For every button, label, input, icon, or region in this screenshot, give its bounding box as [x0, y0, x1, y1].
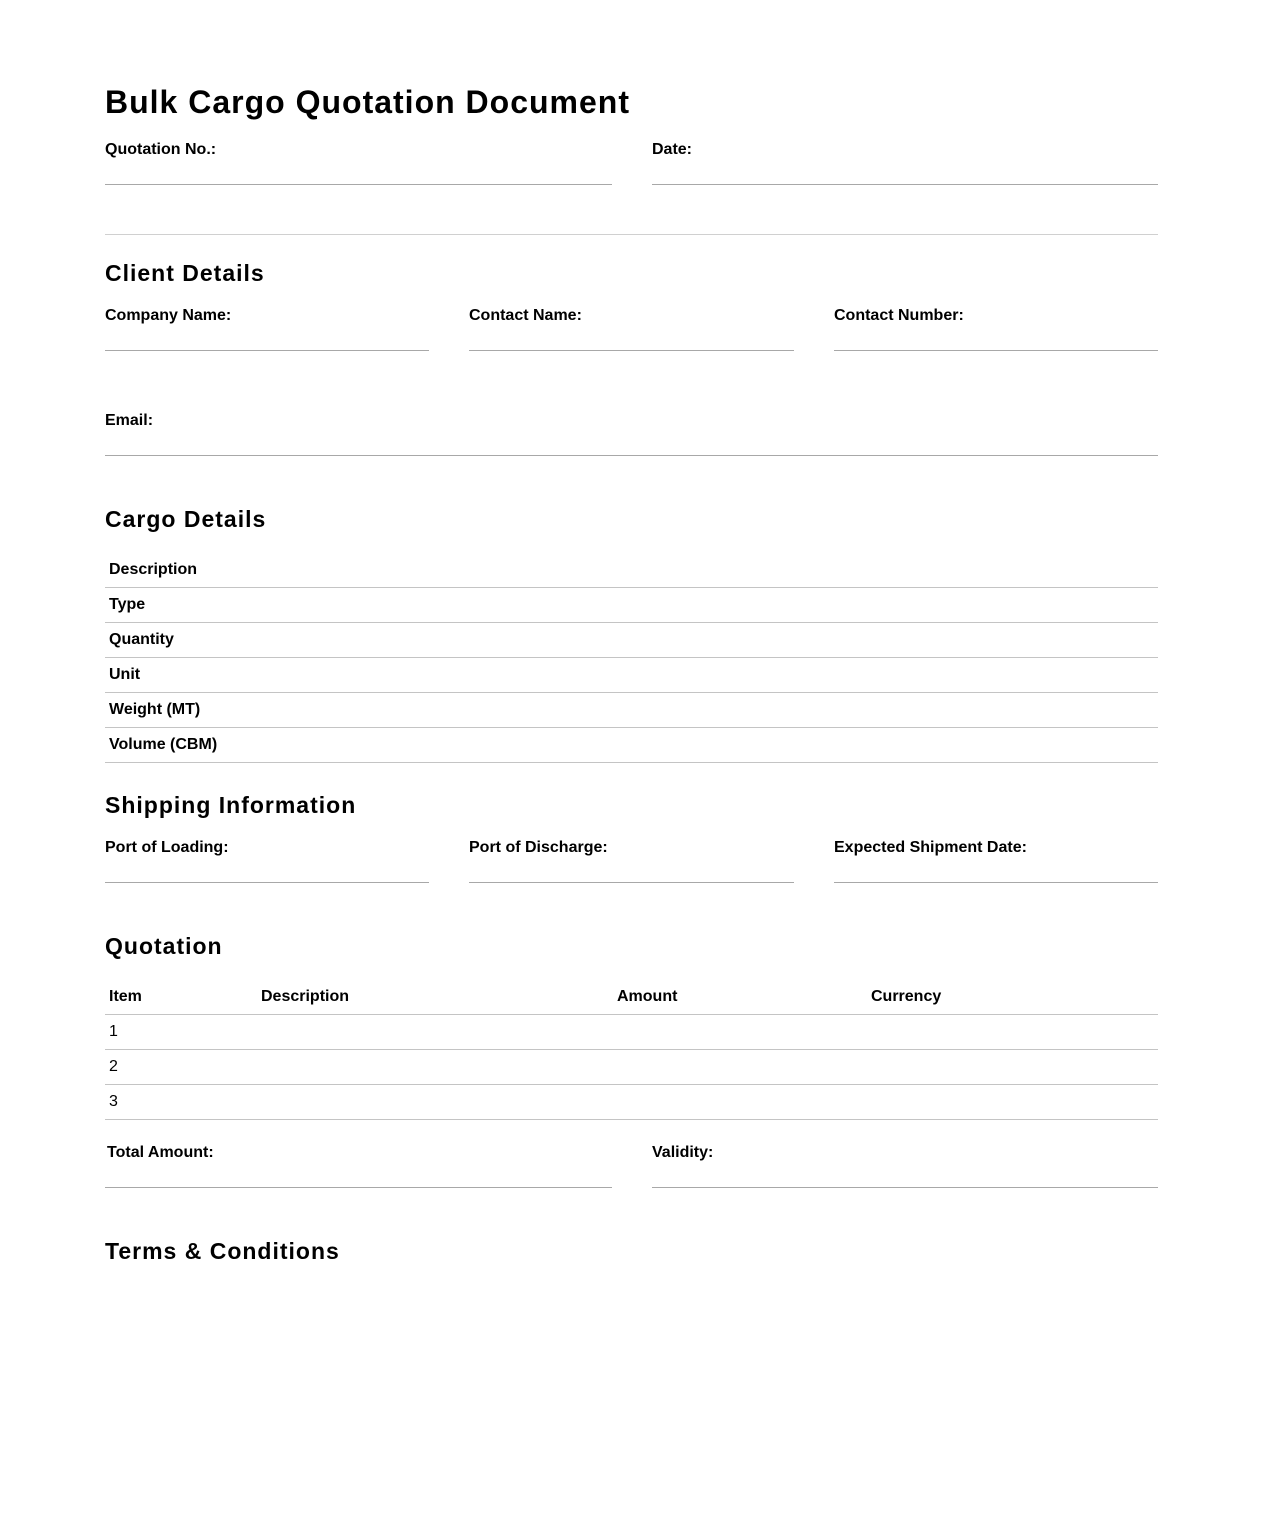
- column-header-amount: Amount: [613, 980, 867, 1015]
- column-header-item: Item: [105, 980, 257, 1015]
- email-field: [105, 412, 1158, 458]
- item-number: 2: [105, 1050, 257, 1085]
- table-row: [105, 553, 1158, 588]
- quotation-no-field: [105, 141, 612, 187]
- expected-shipment-date-label: Expected Shipment Date:: [834, 839, 1027, 856]
- column-header-description: Description: [257, 980, 613, 1015]
- cargo-details-heading: Cargo Details: [105, 506, 267, 532]
- cargo-type-value[interactable]: [1090, 588, 1158, 623]
- port-of-discharge-label: Port of Discharge:: [469, 839, 608, 856]
- port-of-discharge-field: [469, 839, 794, 885]
- expected-shipment-date-field: [834, 839, 1158, 885]
- contact-name-input[interactable]: [469, 327, 794, 349]
- validity-field: [652, 1144, 1158, 1190]
- table-header-row: [105, 980, 1158, 1015]
- cargo-quantity-label: Quantity: [105, 623, 1090, 658]
- contact-name-underline: [469, 350, 794, 351]
- document-title: Bulk Cargo Quotation Document: [105, 84, 630, 120]
- port-of-loading-underline: [105, 882, 429, 883]
- section-divider: [105, 234, 1158, 235]
- table-row: [105, 1085, 1158, 1120]
- total-amount-input[interactable]: [105, 1164, 612, 1186]
- quotation-no-label: Quotation No.:: [105, 141, 217, 158]
- contact-name-field: [469, 307, 794, 353]
- contact-number-label: Contact Number:: [834, 307, 964, 324]
- port-of-loading-label: Port of Loading:: [105, 839, 229, 856]
- item-amount[interactable]: [613, 1015, 867, 1050]
- table-row: [105, 1015, 1158, 1050]
- contact-number-field: [834, 307, 1158, 353]
- item-description[interactable]: [257, 1050, 613, 1085]
- item-description[interactable]: [257, 1085, 613, 1120]
- port-of-discharge-underline: [469, 882, 794, 883]
- item-currency[interactable]: [867, 1085, 1158, 1120]
- quotation-no-underline: [105, 184, 612, 185]
- date-label: Date:: [652, 141, 693, 158]
- date-underline: [652, 184, 1158, 185]
- cargo-description-value[interactable]: [1090, 553, 1158, 588]
- cargo-quantity-value[interactable]: [1090, 623, 1158, 658]
- quotation-no-input[interactable]: [105, 161, 612, 183]
- cargo-description-label: Description: [105, 553, 1090, 588]
- item-currency[interactable]: [867, 1050, 1158, 1085]
- table-row: [105, 1050, 1158, 1085]
- table-row: [105, 658, 1158, 693]
- cargo-weight-label: Weight (MT): [105, 693, 1090, 728]
- quotation-heading: Quotation: [105, 933, 223, 959]
- total-amount-field: [105, 1144, 612, 1190]
- terms-conditions-heading: Terms & Conditions: [105, 1238, 340, 1264]
- cargo-volume-value[interactable]: [1090, 728, 1158, 763]
- item-number: 3: [105, 1085, 257, 1120]
- cargo-details-table: [105, 553, 1158, 763]
- client-details-heading: Client Details: [105, 260, 265, 286]
- quotation-table: [105, 980, 1158, 1120]
- column-header-currency: Currency: [867, 980, 1158, 1015]
- company-name-field: [105, 307, 429, 353]
- port-of-loading-field: [105, 839, 429, 885]
- company-name-input[interactable]: [105, 327, 429, 349]
- validity-input[interactable]: [652, 1164, 1158, 1186]
- cargo-type-label: Type: [105, 588, 1090, 623]
- contact-number-input[interactable]: [834, 327, 1158, 349]
- item-currency[interactable]: [867, 1015, 1158, 1050]
- company-name-underline: [105, 350, 429, 351]
- total-amount-label: Total Amount:: [107, 1144, 214, 1161]
- contact-name-label: Contact Name:: [469, 307, 582, 324]
- expected-shipment-date-input[interactable]: [834, 859, 1158, 881]
- shipping-information-heading: Shipping Information: [105, 792, 357, 818]
- validity-label: Validity:: [652, 1144, 714, 1161]
- email-input[interactable]: [105, 432, 1158, 454]
- item-amount[interactable]: [613, 1085, 867, 1120]
- company-name-label: Company Name:: [105, 307, 232, 324]
- cargo-unit-label: Unit: [105, 658, 1090, 693]
- table-row: [105, 588, 1158, 623]
- item-number: 1: [105, 1015, 257, 1050]
- expected-shipment-date-underline: [834, 882, 1158, 883]
- cargo-unit-value[interactable]: [1090, 658, 1158, 693]
- table-row: [105, 693, 1158, 728]
- cargo-weight-value[interactable]: [1090, 693, 1158, 728]
- item-amount[interactable]: [613, 1050, 867, 1085]
- table-row: [105, 728, 1158, 763]
- date-input[interactable]: [652, 161, 1158, 183]
- validity-underline: [652, 1187, 1158, 1188]
- item-description[interactable]: [257, 1015, 613, 1050]
- contact-number-underline: [834, 350, 1158, 351]
- email-label: Email:: [105, 412, 154, 429]
- table-row: [105, 623, 1158, 658]
- port-of-loading-input[interactable]: [105, 859, 429, 881]
- port-of-discharge-input[interactable]: [469, 859, 794, 881]
- cargo-volume-label: Volume (CBM): [105, 728, 1090, 763]
- total-amount-underline: [105, 1187, 612, 1188]
- email-underline: [105, 455, 1158, 456]
- date-field: [652, 141, 1158, 187]
